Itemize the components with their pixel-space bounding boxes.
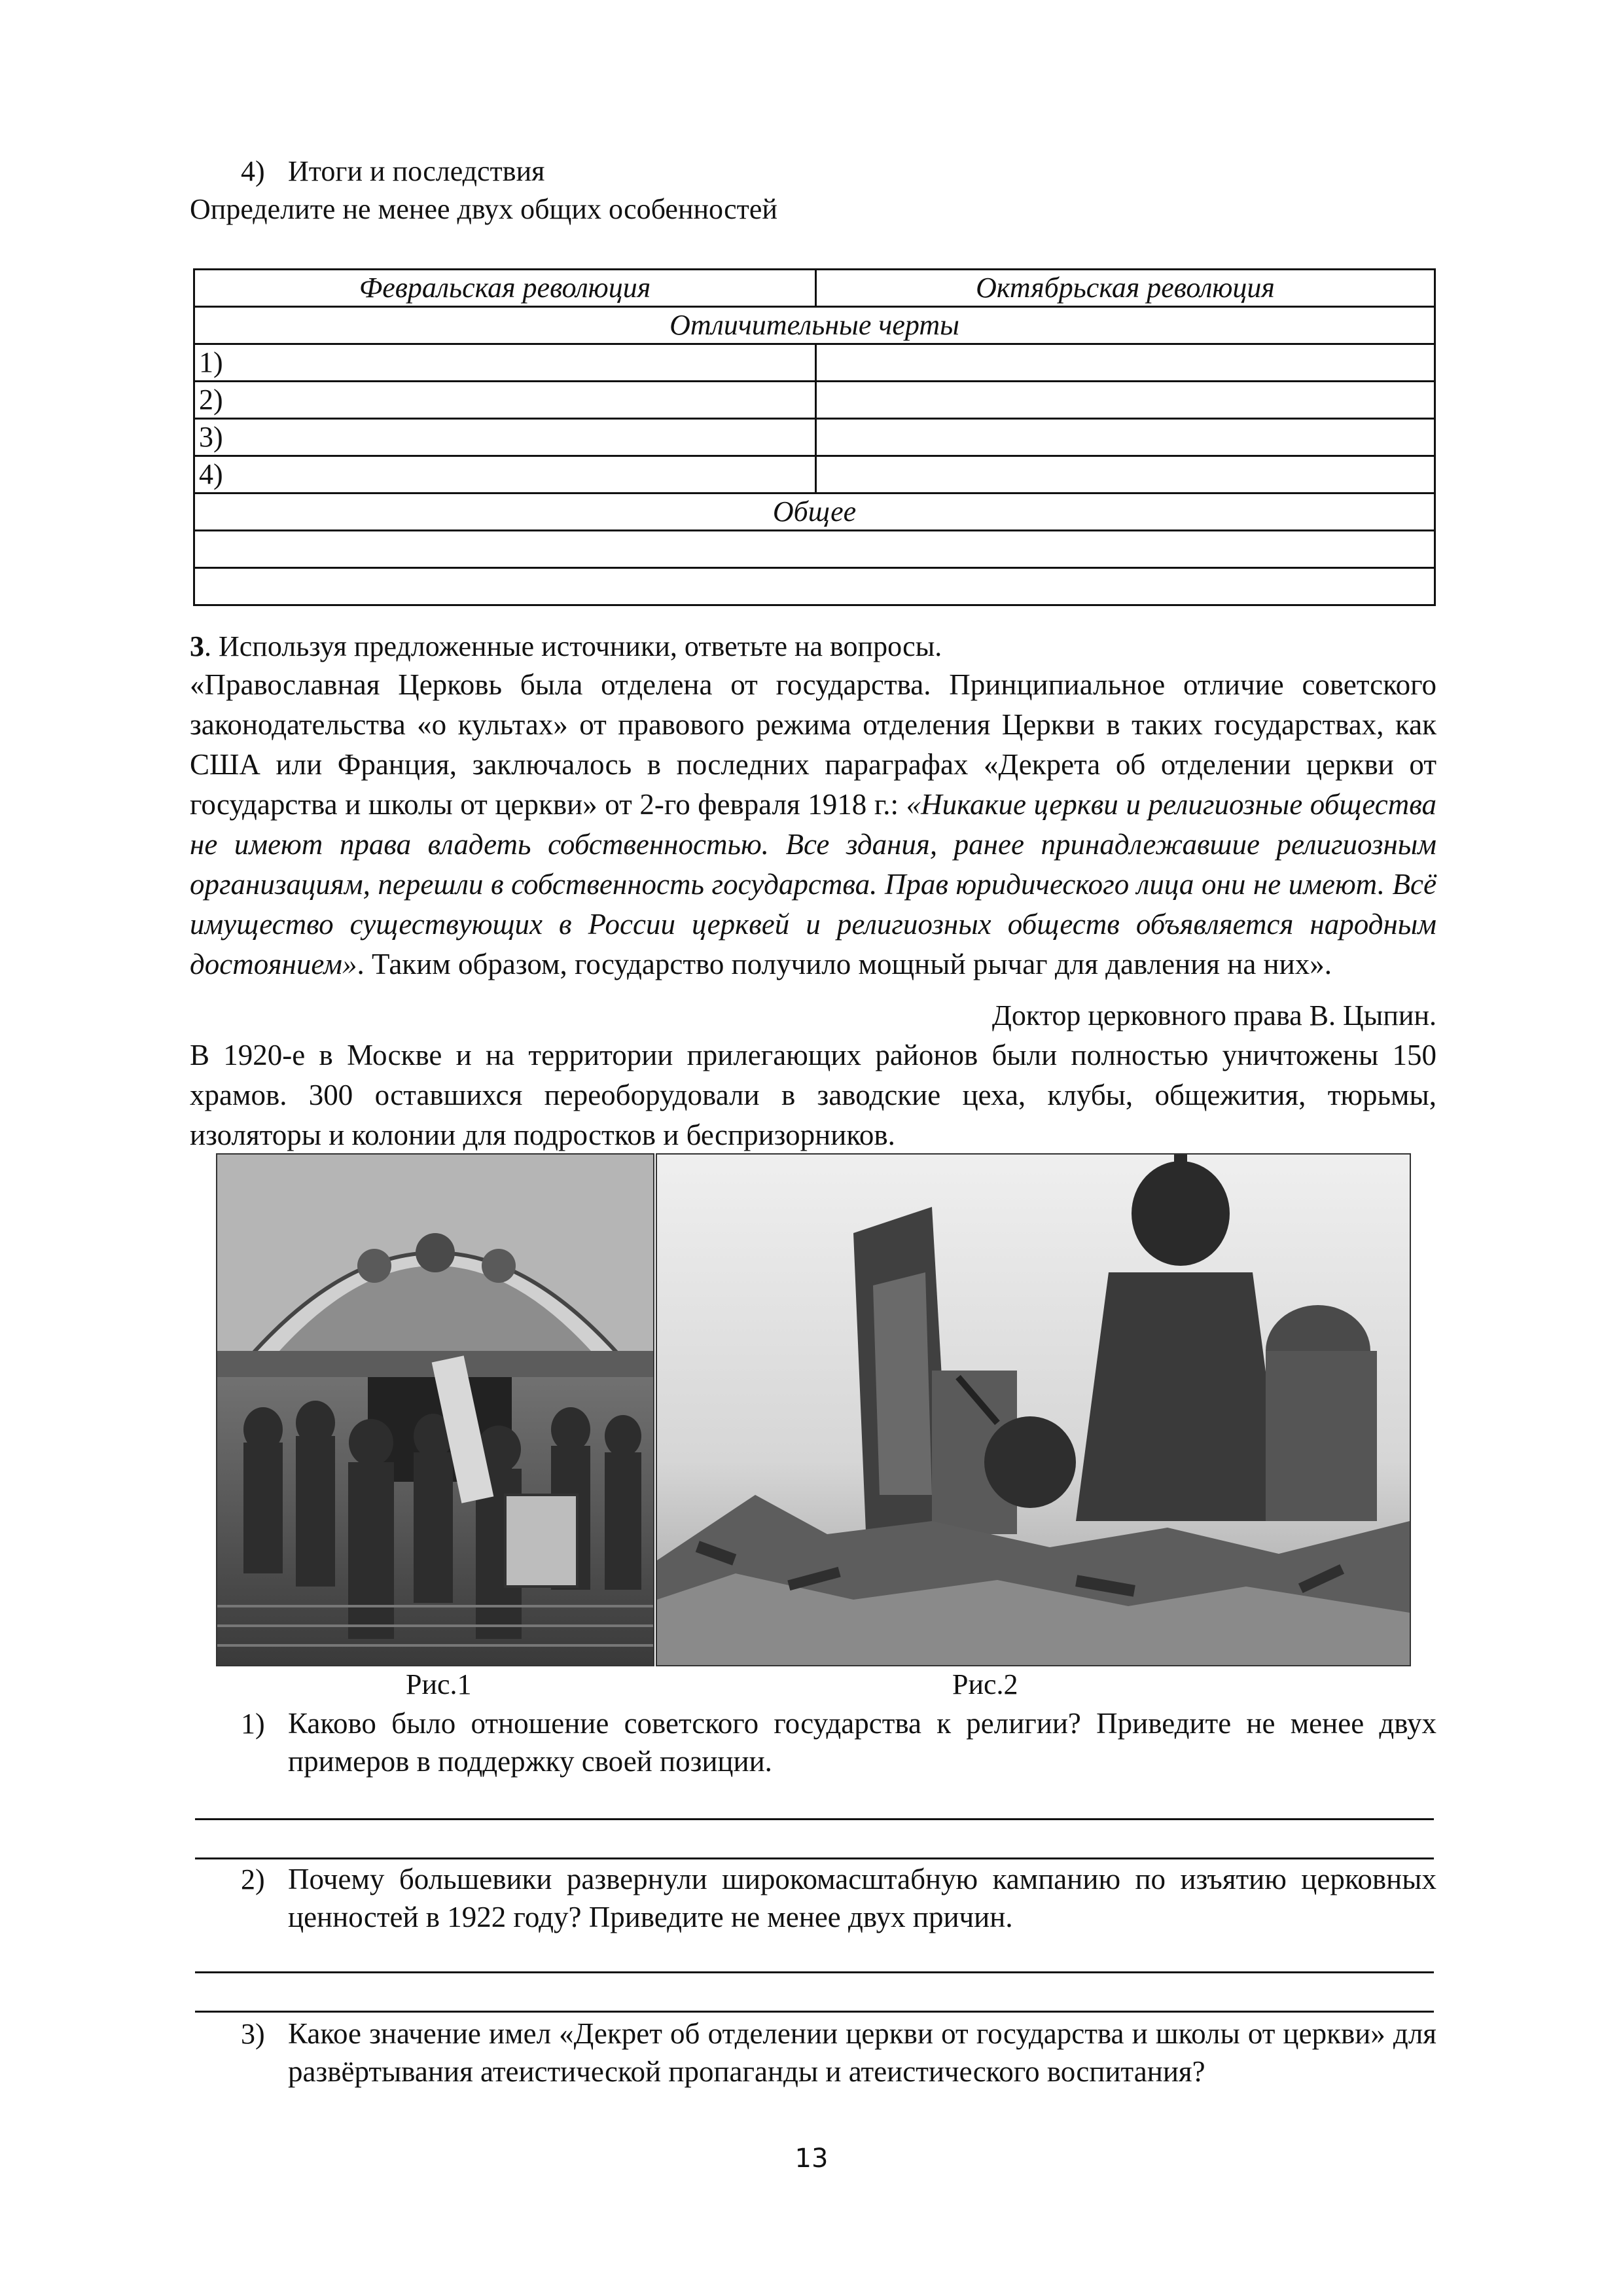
row-number: 1)	[194, 344, 816, 382]
fact-paragraph: В 1920-е в Москве и на территории прилегающих районов были полностью уничтожены 150 храмов. 300 оставшихся переоборудовали в заводские цеха, клубы, общежития, тюрьмы, изоляторы и колонии для подростков и беспризорников.	[190, 1039, 1436, 1151]
table-row	[194, 344, 1435, 382]
answer-line[interactable]	[195, 1818, 1434, 1820]
answer-cell[interactable]	[816, 456, 1435, 493]
question-number: 2)	[241, 1863, 265, 1895]
question-2-text: Почему большевики развернули широкомасштабную кампанию по изъятию церковных ценностей в 1922 году? Приведите не менее двух причин.	[288, 1863, 1436, 1933]
comparison-table	[193, 268, 1436, 606]
list-number: 4)	[241, 155, 265, 187]
instruction-text: Определите не менее двух общих особенностей	[190, 193, 777, 225]
list-item-4	[241, 152, 265, 191]
answer-line[interactable]	[195, 2011, 1434, 2013]
section-distinctive: Отличительные черты	[194, 307, 1435, 344]
answer-cell[interactable]	[194, 531, 1435, 568]
table-section-row	[194, 307, 1435, 344]
decree-quote: «Никакие церкви и религиозные общества не имеют права владеть собственностью. Все здания, ранее принадлежавшие религиозным организациям, перешли в собственность государства. Прав юридического лица они не имеют. Всё имущество существующих в России церквей и религиозных обществ объявляется народным достоянием»	[190, 788, 1436, 980]
table-section-row	[194, 493, 1435, 531]
table-row	[194, 382, 1435, 419]
question-3-text: Какое значение имел «Декрет об отделении церкви от государства и школы от церкви» для развёртывания атеистической пропаганды и атеистического воспитания?	[288, 2017, 1436, 2088]
table-row	[194, 568, 1435, 605]
answer-cell[interactable]	[816, 382, 1435, 419]
figure-1-caption: Рис.1	[406, 1668, 472, 1700]
question-1-text: Каково было отношение советского государства к религии? Приведите не менее двух примеров в поддержку своей позиции.	[288, 1707, 1436, 1778]
answer-cell[interactable]	[816, 344, 1435, 382]
task3-heading	[190, 627, 1436, 666]
quote-text: «Православная Церковь была отделена от государства. Принципиальное отличие советского законодательства «о культах» от правового режима отделения Церкви в таких государствах, как США или Франция, заключалось в последних параграфах «Декрета об отделении церкви от государства и школы от церкви» от 2-го февраля 1918 г.:	[190, 668, 1436, 821]
table-row	[194, 419, 1435, 456]
quote-author: Доктор церковного права В. Цыпин.	[991, 999, 1436, 1031]
figure-1-photo	[216, 1153, 654, 1666]
header-february: Февральская революция	[194, 270, 816, 307]
soldiers-removing-icons-image	[217, 1155, 653, 1665]
answer-line[interactable]	[195, 1857, 1434, 1859]
row-number: 2)	[194, 382, 816, 419]
table-row	[194, 531, 1435, 568]
header-october: Октябрьская революция	[816, 270, 1435, 307]
task-number: 3	[190, 630, 204, 662]
row-number: 4)	[194, 456, 816, 493]
quote-text-end: . Таким образом, государство получило мощный рычаг для давления на них».	[357, 948, 1332, 980]
answer-line[interactable]	[195, 1971, 1434, 1973]
task-intro: . Используя предложенные источники, ответьте на вопросы.	[204, 630, 942, 662]
destroyed-church-image	[657, 1155, 1410, 1665]
answer-cell[interactable]	[816, 419, 1435, 456]
figure-2-caption: Рис.2	[952, 1668, 1018, 1700]
section-common: Общее	[194, 493, 1435, 531]
row-number: 3)	[194, 419, 816, 456]
table-row	[194, 456, 1435, 493]
question-number: 1)	[241, 1708, 265, 1740]
answer-cell[interactable]	[194, 568, 1435, 605]
source-quote	[190, 665, 1436, 984]
page-number: 13	[794, 2144, 829, 2174]
table-header-row	[194, 270, 1435, 307]
question-number: 3)	[241, 2018, 265, 2050]
figure-2-photo	[656, 1153, 1411, 1666]
list-item-4-text: Итоги и последствия	[288, 155, 545, 187]
